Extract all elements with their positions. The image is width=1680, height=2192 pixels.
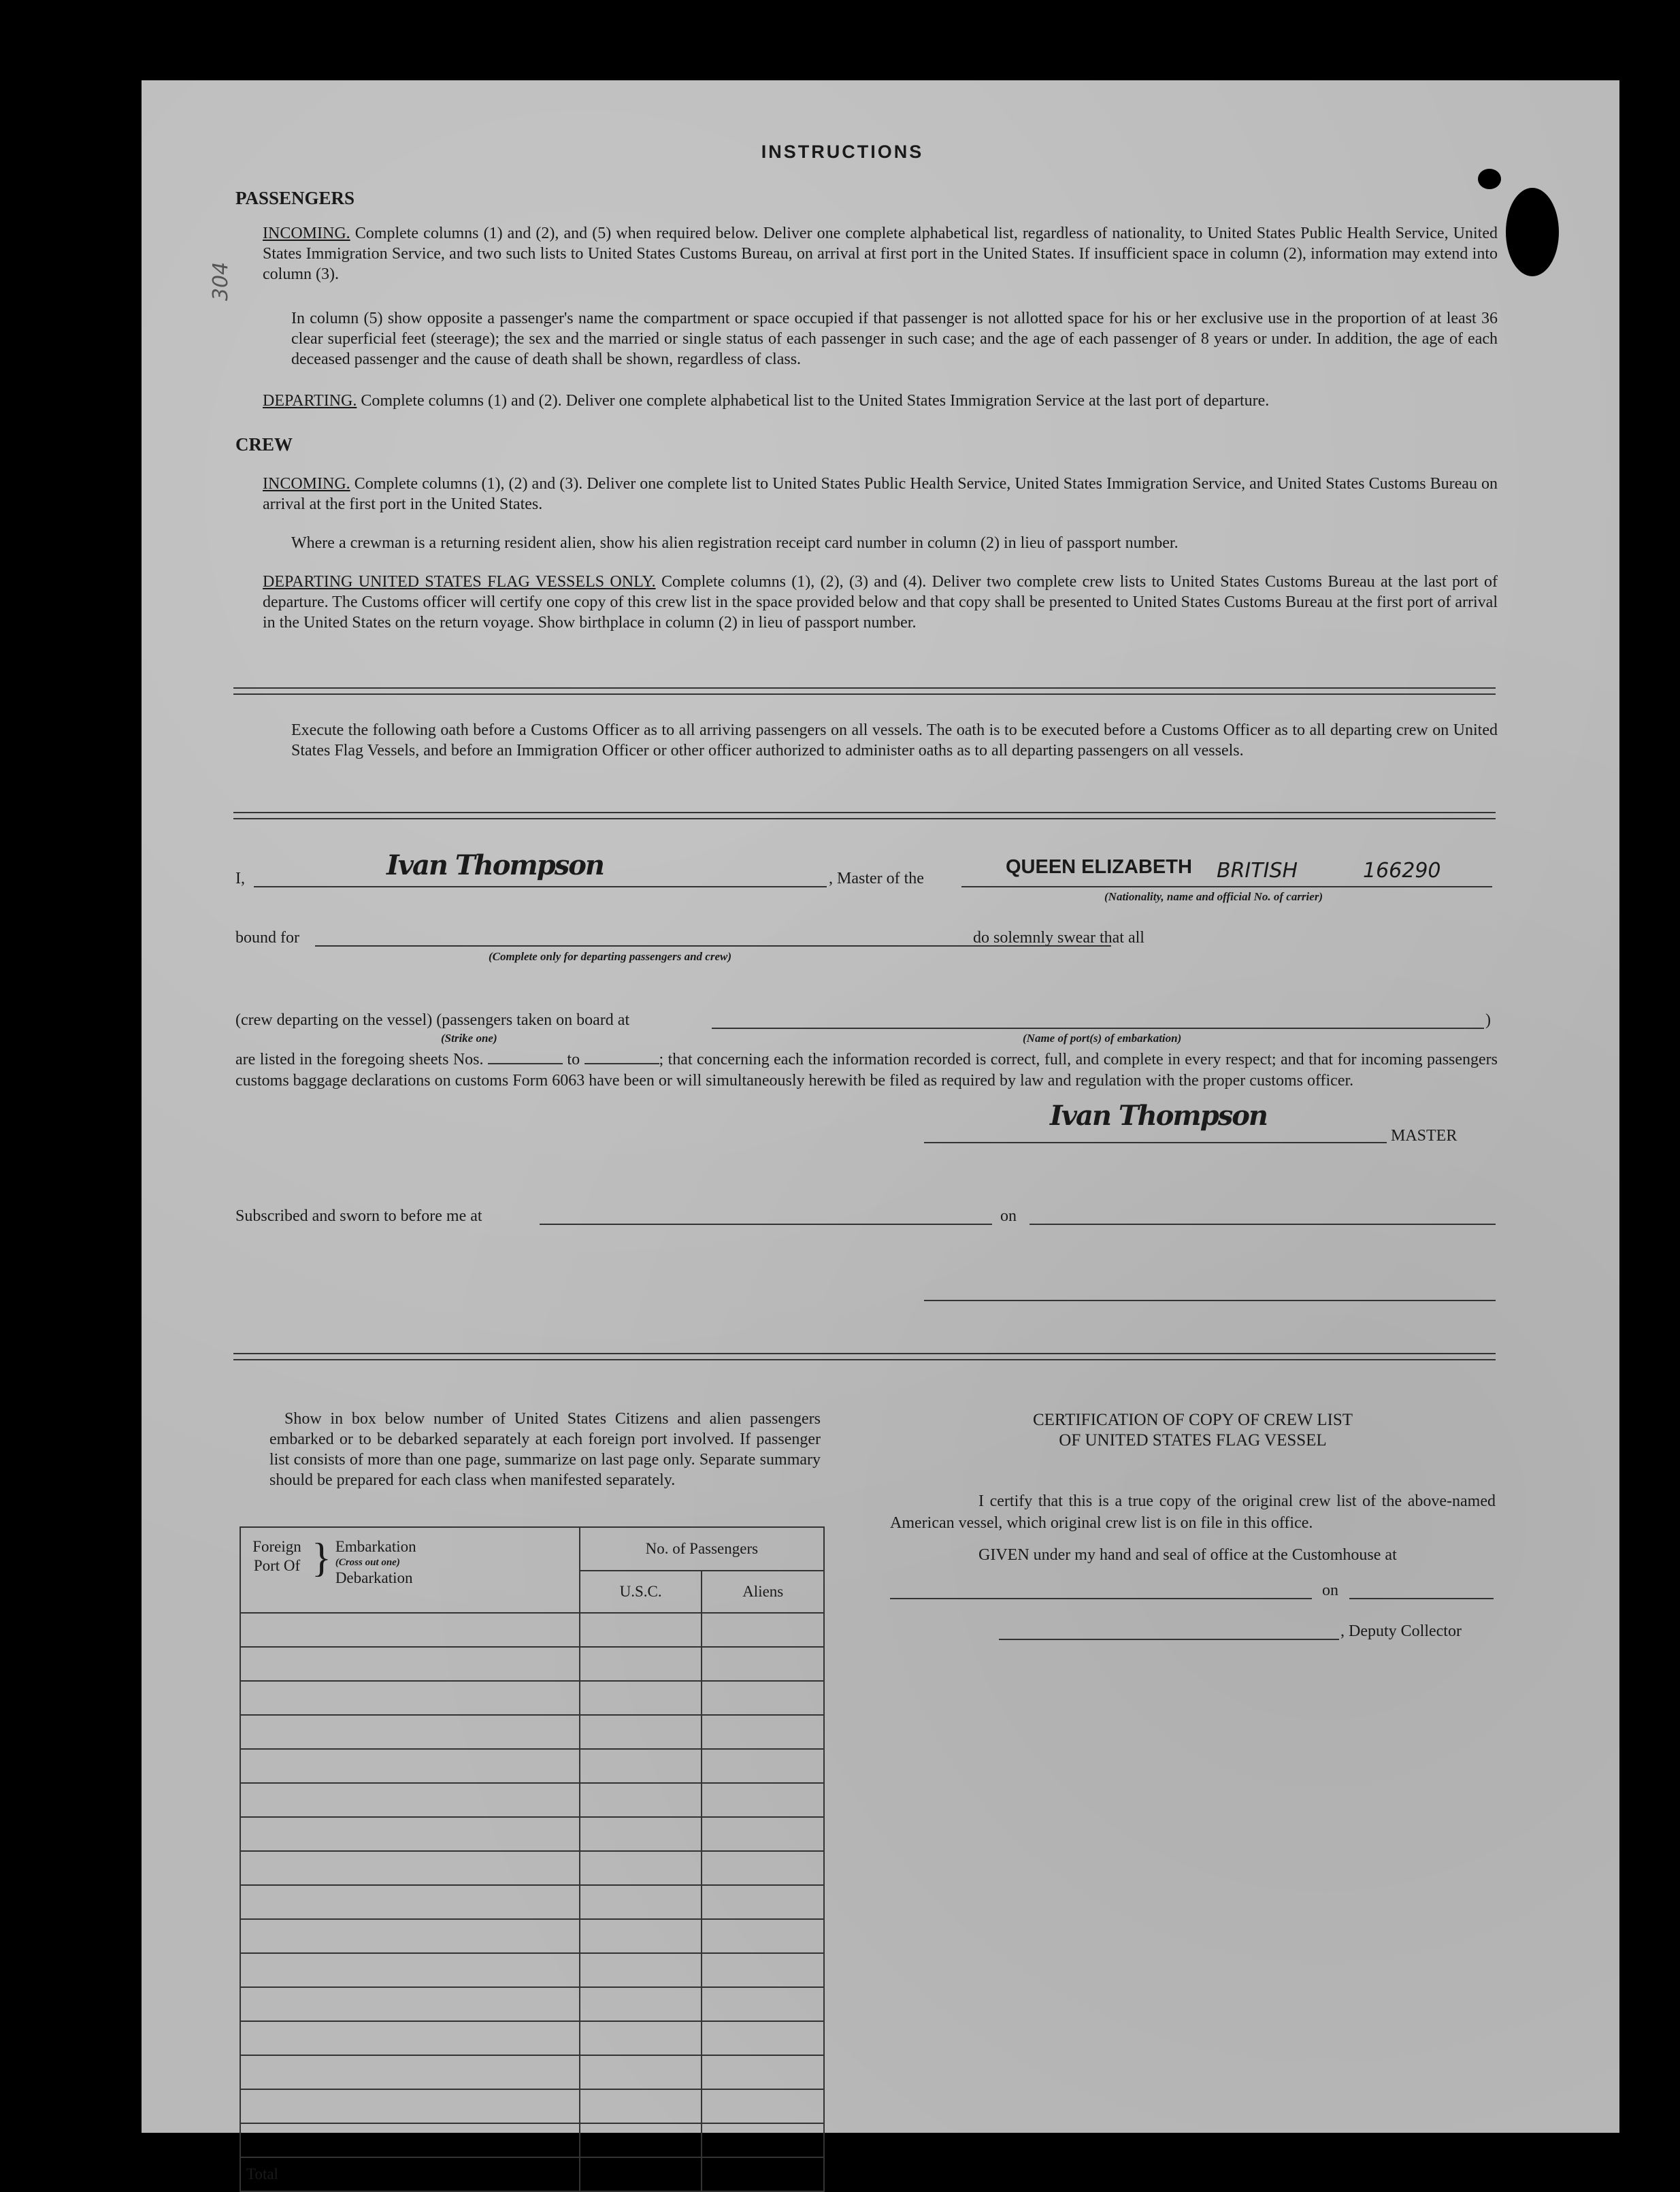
master-signature-bottom: Ivan Thompson bbox=[1050, 1100, 1267, 1132]
passengers-departing-label: DEPARTING. bbox=[263, 392, 357, 410]
vessel-name: QUEEN ELIZABETH bbox=[1006, 856, 1192, 878]
passengers-departing-text: Complete columns (1) and (2). Deliver one complete alphabetical list to the United States Immigration Service at the last port of departure. bbox=[361, 392, 1270, 410]
deputy-collector-label: , Deputy Collector bbox=[1340, 1622, 1462, 1640]
port-header-cell bbox=[240, 1527, 580, 1613]
subscribed-place-line bbox=[540, 1224, 992, 1225]
section-divider bbox=[233, 1353, 1496, 1360]
subscribed-label: Subscribed and sworn to before me at bbox=[235, 1207, 482, 1225]
oath-i-label: I, bbox=[235, 870, 245, 887]
table-row bbox=[240, 1987, 824, 2021]
swear-label: do solemnly swear that all bbox=[973, 929, 1144, 947]
strike-caption: (Strike one) bbox=[441, 1032, 497, 1045]
table-row bbox=[240, 2055, 824, 2089]
brace-glyph: } bbox=[312, 1535, 331, 1580]
crew-departing-label: (crew departing on the vessel) (passengers taken on board at bbox=[235, 1011, 630, 1029]
margin-number: 304 bbox=[209, 261, 233, 301]
passengers-heading: PASSENGERS bbox=[235, 188, 355, 208]
sheets-prefix: are listed in the foregoing sheets Nos. bbox=[235, 1051, 484, 1068]
table-row bbox=[240, 1919, 824, 1953]
table-total-row bbox=[240, 2157, 824, 2191]
crew-incoming-text: Complete columns (1), (2) and (3). Deliver one complete list to United States Public Health Service, United States Immigration Service, and United States Customs Bureau on arrival at the first port in the United States. bbox=[263, 475, 1498, 513]
table-row bbox=[240, 1681, 824, 1715]
baggage-text: and that for incoming passengers customs baggage declarations on customs Form 6063 have been or will simultaneously herewith be filed as required by law and regulation with the proper customs officer. bbox=[235, 1051, 1498, 1090]
sheets-to: to bbox=[567, 1051, 580, 1068]
passengers-incoming-label: INCOMING. bbox=[263, 225, 350, 242]
embarkation-close: ) bbox=[1485, 1011, 1491, 1029]
table-row bbox=[240, 2123, 824, 2157]
sheets-suffix: ; that concerning each the information recorded is correct, full, and complete in every respect; bbox=[659, 1051, 1277, 1068]
crew-incoming-paragraph bbox=[263, 474, 1498, 514]
sheets-paragraph bbox=[235, 1049, 1498, 1092]
table-row bbox=[240, 1851, 824, 1885]
embarkation-header: Embarkation bbox=[335, 1538, 416, 1555]
table-row bbox=[240, 1783, 824, 1817]
table-row bbox=[240, 1885, 824, 1919]
table-row bbox=[240, 2021, 824, 2055]
carrier-line bbox=[961, 886, 1492, 887]
vessel-nationality: BRITISH bbox=[1217, 859, 1298, 883]
summary-instructions: Show in box below number of United States Citizens and alien passengers embarked or to be debarked separately at each foreign port involved. If passenger list consists of more than one page, summarize on last page only. Separate summary should be prepared for each class when manifested separately. bbox=[269, 1410, 821, 1489]
table-row bbox=[240, 1817, 824, 1851]
master-of-label: , Master of the bbox=[829, 870, 924, 887]
certification-date-line bbox=[1349, 1598, 1494, 1599]
certification-heading-line2: OF UNITED STATES FLAG VESSEL bbox=[1059, 1431, 1327, 1450]
passengers-incoming-text: Complete columns (1) and (2), and (5) when required below. Deliver one complete alphabetical list, regardless of nationality, to United States Public Health Service, United States Immigration Service, and two such lists to United States Customs Bureau, on arrival at first port in the United States. If insufficient space in column (2), information may extend into column (3). bbox=[263, 225, 1498, 283]
passengers-departing-paragraph bbox=[263, 391, 1498, 411]
customhouse-line bbox=[890, 1598, 1312, 1599]
aliens-header: Aliens bbox=[702, 1571, 824, 1613]
deputy-collector-line bbox=[999, 1639, 1339, 1640]
given-text: GIVEN under my hand and seal of office at the Customhouse at bbox=[978, 1546, 1397, 1564]
master-signature-line bbox=[924, 1142, 1387, 1143]
ink-blot bbox=[1506, 188, 1559, 276]
bound-for-label: bound for bbox=[235, 929, 299, 947]
table-header-row bbox=[240, 1527, 824, 1571]
embarkation-caption: (Name of port(s) of embarkation) bbox=[1023, 1032, 1182, 1045]
passengers-column5-paragraph: In column (5) show opposite a passenger's name the compartment or space occupied if that passenger is not allotted space for his or her exclusive use in the proportion of at least 36 clear superficial feet (steerage); the sex and the married or single status of each passenger in such case; and the age of each passenger of 8 years or under. In addition, the age of each deceased passenger and the cause of death shall be shown, regardless of class. bbox=[291, 310, 1498, 368]
embarkation-line bbox=[712, 1028, 1484, 1029]
table-row bbox=[240, 1749, 824, 1783]
master-label: MASTER bbox=[1391, 1127, 1457, 1145]
crew-incoming-label: INCOMING. bbox=[263, 475, 350, 493]
foreign-port-header: Foreign Port Of bbox=[252, 1538, 301, 1574]
table-row bbox=[240, 1953, 824, 1987]
page-title: INSTRUCTIONS bbox=[761, 142, 924, 162]
no-passengers-header: No. of Passengers bbox=[580, 1527, 824, 1571]
crew-departing-paragraph bbox=[263, 572, 1498, 633]
crew-departing-label: DEPARTING UNITED STATES FLAG VESSELS ONLY. bbox=[263, 573, 656, 591]
section-divider bbox=[233, 812, 1496, 819]
certification-heading-line1: CERTIFICATION OF COPY OF CREW LIST bbox=[1032, 1411, 1353, 1429]
crew-alien-paragraph: Where a crewman is a returning resident alien, show his alien registration receipt card number in column (2) in lieu of passport number. bbox=[291, 534, 1179, 552]
master-name-line bbox=[254, 886, 827, 887]
certification-on-label: on bbox=[1322, 1582, 1338, 1599]
oath-intro-paragraph: Execute the following oath before a Customs Officer as to all arriving passengers on all vessels. The oath is to be executed before a Customs Officer as to all departing crew on United States Flag Vessels, and before an Immigration Officer or other officer authorized to administer oaths as to all departing passengers on all vessels. bbox=[291, 721, 1498, 759]
master-signature: Ivan Thompson bbox=[386, 849, 604, 881]
table-row bbox=[240, 1647, 824, 1681]
debarkation-header: Debarkation bbox=[335, 1569, 413, 1586]
table-row bbox=[240, 2089, 824, 2123]
ink-blot bbox=[1478, 169, 1501, 189]
carrier-caption: (Nationality, name and official No. of carrier) bbox=[1104, 890, 1323, 903]
document-page bbox=[142, 80, 1619, 2182]
crew-heading: CREW bbox=[235, 434, 293, 455]
certify-text: I certify that this is a true copy of the original crew list of the above-named American vessel, which original crew list is on file in this office. bbox=[890, 1492, 1496, 1532]
officer-signature-line bbox=[924, 1300, 1496, 1301]
usc-header: U.S.C. bbox=[580, 1571, 702, 1613]
cross-out-header: (Cross out one) bbox=[335, 1557, 400, 1568]
total-label: Total bbox=[240, 2157, 580, 2191]
bound-caption: (Complete only for departing passengers and crew) bbox=[489, 950, 731, 963]
subscribed-date-line bbox=[1030, 1224, 1496, 1225]
subscribed-on-label: on bbox=[1000, 1207, 1017, 1225]
passenger-summary-table bbox=[240, 1526, 825, 2192]
section-divider bbox=[233, 687, 1496, 695]
crew-departing-text: Complete columns (1), (2), (3) and (4). Deliver two complete crew lists to United States Customs Bureau at the last port of departure. The Customs officer will certify one copy of this crew list in the space provided below and that copy shall be presented to United States Customs Bureau at the first port of arrival in the United States on the return voyage. Show birthplace in column (2) in lieu of passport number. bbox=[263, 573, 1498, 632]
vessel-official-number: 166290 bbox=[1363, 859, 1441, 883]
passengers-incoming-paragraph bbox=[263, 223, 1498, 284]
table-row bbox=[240, 1613, 824, 1647]
table-row bbox=[240, 1715, 824, 1749]
